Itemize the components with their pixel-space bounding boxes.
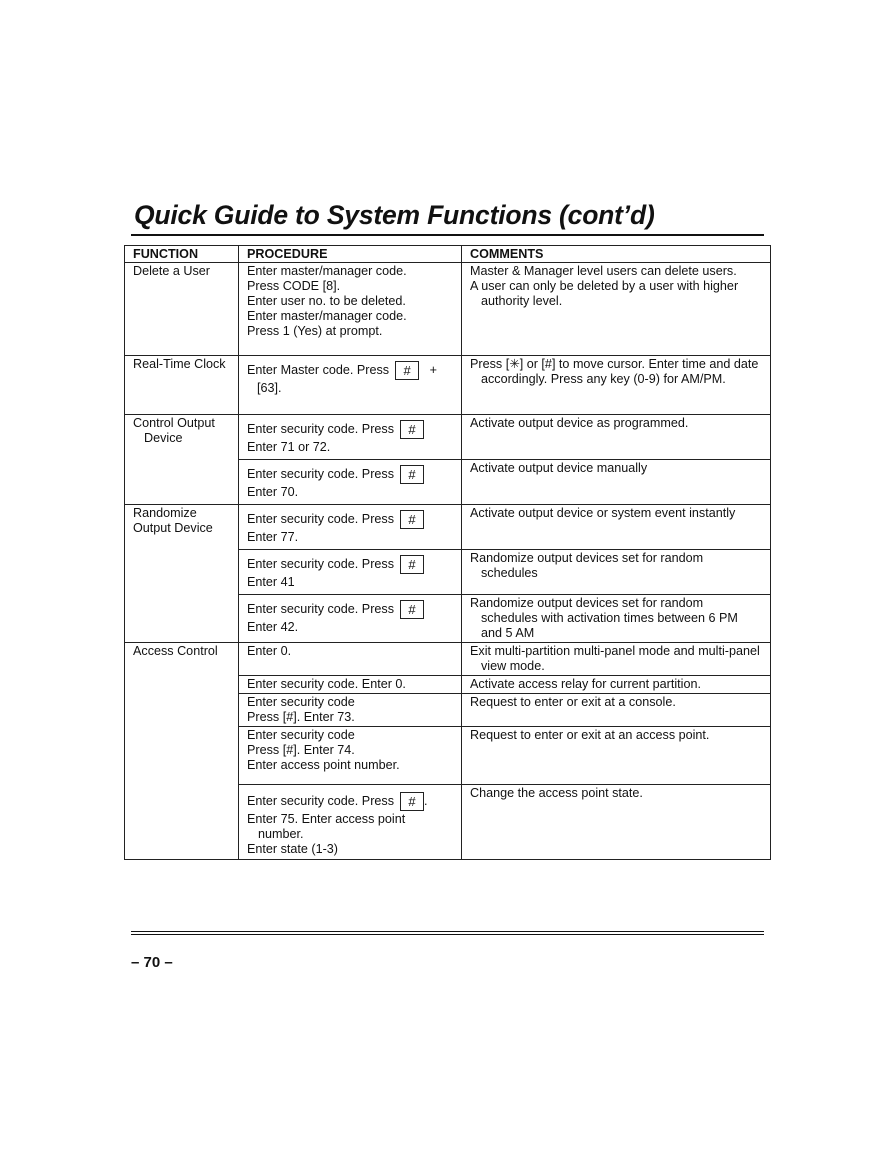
page-title: Quick Guide to System Functions (cont’d) — [134, 200, 655, 230]
comment-cell — [462, 263, 771, 356]
procedure-step: Press [#]. Enter 74. — [247, 743, 355, 757]
procedure-step: Press CODE [8]. — [247, 279, 341, 293]
procedure-cell: Enter 0. — [239, 643, 462, 676]
procedure-cell — [239, 263, 462, 356]
table-header-row — [125, 246, 771, 263]
procedure-step: Enter 75. Enter access point number. — [247, 812, 406, 841]
procedure-cell: Enter security code. Enter 0. — [239, 676, 462, 694]
procedure-step: [63]. — [257, 381, 282, 395]
hash-key-icon: # — [400, 420, 424, 439]
procedure-text: Enter Master code. Press — [247, 363, 390, 377]
procedure-text: Enter security code. Press — [247, 557, 394, 571]
procedure-step — [247, 596, 453, 620]
comment-cell — [462, 550, 771, 595]
procedure-step — [247, 506, 453, 530]
comment-text: Randomize output devices set for random schedules with activation times between 6 PM and 5 AM — [470, 596, 738, 640]
procedure-step: Enter 70. — [247, 485, 299, 499]
header-function: FUNCTION — [125, 246, 239, 263]
comment-cell: Activate access relay for current partition. — [462, 676, 771, 694]
footer-rule — [131, 931, 764, 935]
procedure-text: Enter security code. Press — [247, 512, 394, 526]
comment-cell: Request to enter or exit at an access point. — [462, 727, 771, 785]
procedure-cell — [239, 694, 462, 727]
procedure-step: Enter security code — [247, 728, 355, 742]
function-label: Randomize — [133, 506, 197, 520]
page-number: – 70 – — [131, 954, 173, 971]
function-delete-user: Delete a User — [125, 263, 239, 356]
hash-key-icon: # — [400, 600, 424, 619]
title-rule — [131, 234, 764, 236]
procedure-step: Enter security code — [247, 695, 355, 709]
table-row — [125, 415, 771, 460]
procedure-cell — [239, 595, 462, 643]
procedure-step: Enter 41 — [247, 575, 295, 589]
procedure-step: Press 1 (Yes) at prompt. — [247, 324, 383, 338]
system-functions-table — [124, 245, 771, 860]
hash-key-icon: # — [400, 792, 424, 811]
comment-cell: Activate output device or system event instantly — [462, 505, 771, 550]
procedure-cell — [239, 785, 462, 860]
comment-cell — [462, 595, 771, 643]
procedure-step: Enter user no. to be deleted. — [247, 294, 406, 308]
table-row — [125, 643, 771, 676]
comment-cell — [462, 356, 771, 415]
procedure-cell — [239, 460, 462, 505]
procedure-text: Enter security code. Press — [247, 422, 394, 436]
procedure-step — [247, 786, 453, 812]
procedure-text: Enter security code. Press — [247, 602, 394, 616]
comment-cell: Activate output device as programmed. — [462, 415, 771, 460]
header-comments: COMMENTS — [462, 246, 771, 263]
procedure-step: Enter master/manager code. — [247, 264, 407, 278]
procedure-step: Enter 77. — [247, 530, 299, 544]
comment-text: A user can only be deleted by a user with higher authority level. — [470, 279, 739, 308]
hash-key-icon: # — [400, 510, 424, 529]
function-access-control: Access Control — [125, 643, 239, 860]
procedure-step — [247, 357, 453, 381]
procedure-step — [247, 551, 453, 575]
procedure-step: Enter state (1-3) — [247, 842, 338, 856]
function-control-output-device — [125, 415, 239, 505]
procedure-text: Enter security code. Press — [247, 794, 394, 808]
table-row — [125, 505, 771, 550]
procedure-cell — [239, 415, 462, 460]
procedure-cell — [239, 505, 462, 550]
function-real-time-clock: Real-Time Clock — [125, 356, 239, 415]
hash-key-icon: # — [400, 465, 424, 484]
comment-cell: Request to enter or exit at a console. — [462, 694, 771, 727]
table-row — [125, 356, 771, 415]
hash-key-icon: # — [400, 555, 424, 574]
function-label: Output Device — [133, 521, 213, 535]
comment-text: Exit multi-partition multi-panel mode and multi-panel view mode. — [470, 644, 760, 673]
comment-text: Master & Manager level users can delete users. — [470, 264, 737, 278]
procedure-step — [247, 416, 453, 440]
procedure-step — [247, 461, 453, 485]
procedure-step: Press [#]. Enter 73. — [247, 710, 355, 724]
procedure-step: Enter master/manager code. — [247, 309, 407, 323]
procedure-text: Enter security code. Press — [247, 467, 394, 481]
comment-cell: Change the access point state. — [462, 785, 771, 860]
comment-cell: Activate output device manually — [462, 460, 771, 505]
plus-sign: + — [429, 363, 437, 377]
procedure-step: Enter access point number. — [247, 758, 400, 772]
procedure-cell — [239, 356, 462, 415]
table-row — [125, 263, 771, 356]
function-randomize-output-device — [125, 505, 239, 643]
procedure-step: Enter 42. — [247, 620, 299, 634]
procedure-period: . — [424, 794, 428, 808]
procedure-cell — [239, 727, 462, 785]
procedure-step: Enter 71 or 72. — [247, 440, 331, 454]
function-label: Control Output Device — [133, 416, 215, 445]
procedure-cell — [239, 550, 462, 595]
comment-text: Randomize output devices set for random schedules — [470, 551, 704, 580]
hash-key-icon: # — [395, 361, 419, 380]
header-procedure: PROCEDURE — [239, 246, 462, 263]
comment-cell — [462, 643, 771, 676]
comment-text: Press [✳] or [#] to move cursor. Enter time and date accordingly. Press any key (0-9) for AM/PM. — [470, 357, 759, 386]
